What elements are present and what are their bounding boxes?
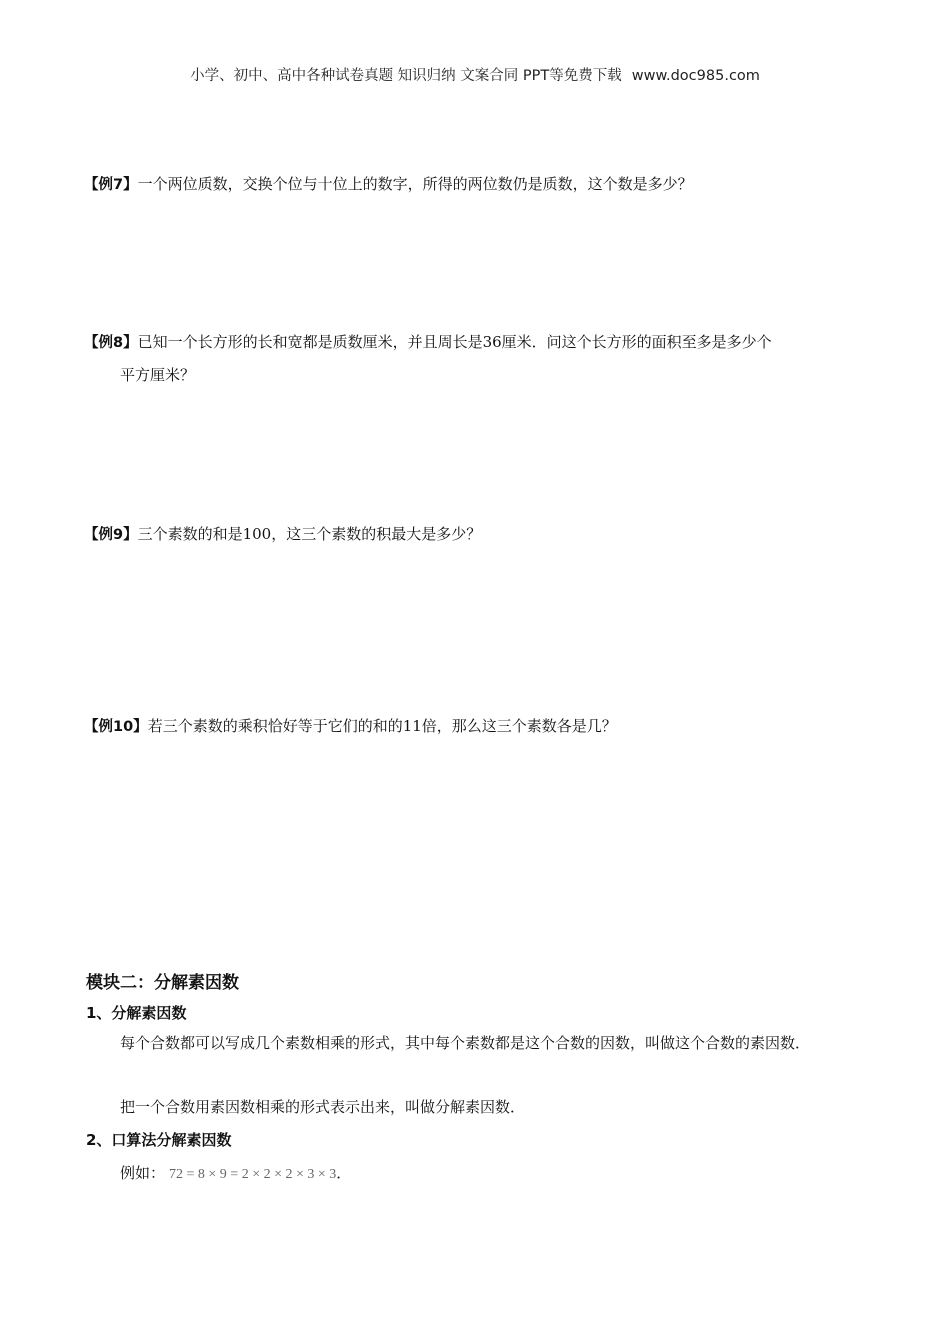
example-8 xyxy=(84,326,864,391)
page-header xyxy=(0,64,950,85)
example-formula: 72 = 8 × 9 = 2 × 2 × 2 × 3 × 3 xyxy=(169,1167,337,1182)
example-prefix: 例如： xyxy=(120,1164,166,1182)
example-10 xyxy=(84,710,864,743)
example-text: 已知一个长方形的长和宽都是质数厘米，并且周长是36厘米．问这个长方形的面积至多是多少个 xyxy=(137,333,772,351)
example-label: 【例8】 xyxy=(84,335,138,351)
definition-paragraph-2 xyxy=(86,1091,861,1123)
module-title: 模块二：分解素因数 xyxy=(86,973,239,993)
example-label: 【例9】 xyxy=(84,527,138,543)
section-title-1: 1、分解素因数 xyxy=(86,1004,187,1022)
example-label: 【例7】 xyxy=(84,177,138,193)
paragraph-text: 每个合数都可以写成几个素数相乘的形式，其中每个素数都是这个合数的因数，叫做这个合数的素因数． xyxy=(120,1034,811,1052)
example-text-continued: 平方厘米？ xyxy=(120,366,196,384)
example-suffix: ． xyxy=(336,1164,352,1182)
example-text: 若三个素数的乘积恰好等于它们的和的11倍，那么这三个素数各是几？ xyxy=(147,717,617,735)
factorization-example xyxy=(120,1162,351,1183)
definition-paragraph-1 xyxy=(86,1027,861,1059)
header-url: www.doc985.com xyxy=(631,68,760,84)
example-text: 三个素数的和是100，这三个素数的积最大是多少？ xyxy=(137,525,482,543)
header-text: 小学、初中、高中各种试卷真题 知识归纳 文案合同 PPT等免费下载 xyxy=(190,68,622,84)
paragraph-text: 把一个合数用素因数相乘的形式表示出来，叫做分解素因数． xyxy=(120,1098,526,1116)
example-text: 一个两位质数，交换个位与十位上的数字，所得的两位数仍是质数，这个数是多少？ xyxy=(137,175,693,193)
example-label: 【例10】 xyxy=(84,719,148,735)
section-title-2: 2、口算法分解素因数 xyxy=(86,1131,232,1149)
example-7 xyxy=(84,168,864,201)
example-9 xyxy=(84,518,864,551)
